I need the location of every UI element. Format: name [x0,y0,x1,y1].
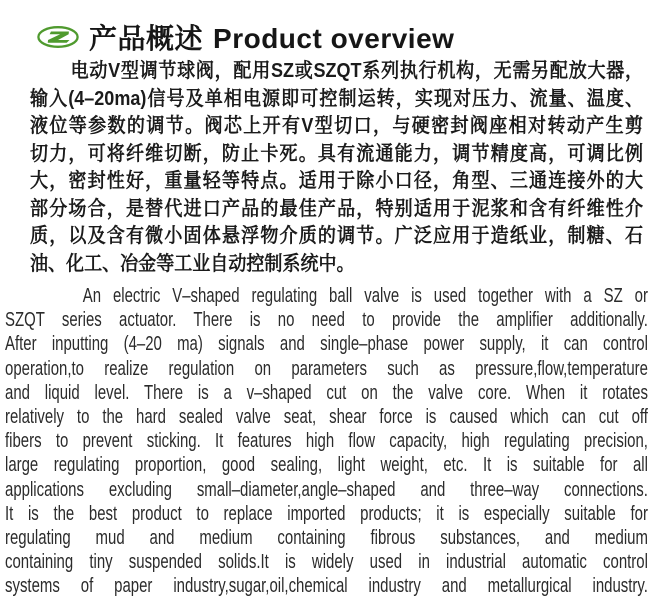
overview-paragraph-chinese [30,58,643,278]
paragraph-line: 部分场合，是替代进口产品的最佳产品，特别适用于泥浆和含有纤维性介 [30,197,644,220]
jz-oval-logo-icon [36,26,80,48]
paragraph-line: 切力，可将纤维切断，防止卡死。具有流通能力，调节精度高，可调比例 [30,142,644,165]
page-title-english: Product overview [213,23,455,54]
paragraph-line: applications excluding small–diameter,angle–shaped and three–way connections. [5,478,648,501]
paragraph-line: 液位等参数的调节。阀芯上开有V型切口，与硬密封阀座相对转动产生剪 [30,115,644,137]
paragraph-line: regulating mud and medium containing fibrous substances, and medium [5,527,648,550]
paragraph-line: relatively to the hard sealed valve seat, shear force is caused which can cut off [5,406,648,429]
paragraph-line: systems of paper industry,sugar,oil,chemical industry and metallurgical industry. [5,575,648,598]
page-header [0,0,650,53]
paragraph-line: 质，以及含有微小固体悬浮物介质的调节。广泛应用于造纸业，制糖、石 [30,225,644,247]
paragraph-line: and liquid level. There is a v–shaped cut on the valve core. When it rotates [5,381,648,404]
paragraph-line: SZQT series actuator. There is no need to provide the amplifier additionally. [5,309,648,332]
page-title-chinese: 产品概述 [89,23,204,54]
paragraph-line: An electric V–shaped regulating ball valve is used together with a SZ or [82,285,648,307]
overview-paragraph-english [5,284,648,599]
paragraph-line: large regulating proportion, good sealing, light weight, etc. It is suitable for all [5,454,648,477]
paragraph-line: It is the best product to replace imported products; it is especially suitable for [5,502,648,525]
page-title [89,17,454,57]
paragraph-line: After inputting (4–20 ma) signals and single–phase power supply, it can control [5,333,648,356]
paragraph-line: containing tiny suspended solids.It is widely used in industrial automatic control [5,551,648,574]
paragraph-line: 油、化工、冶金等工业自动控制系统中。 [30,252,355,275]
paragraph-line: 大，密封性好，重量轻等特点。适用于除小口径，角型、三通连接外的大 [30,170,644,192]
paragraph-line: 输入(4–20ma)信号及单相电源即可控制运转，实现对压力、流量、温度、 [30,87,644,110]
paragraph-line: operation,to realize regulation on parameters such as pressure,flow,temperature [5,357,648,380]
paragraph-line: 电动V型调节球阀，配用SZ或SZQT系列执行机构，无需另配放大器， [70,60,644,82]
paragraph-line: fibers to prevent sticking. It features high flow capacity, high regulating precision, [5,430,648,453]
